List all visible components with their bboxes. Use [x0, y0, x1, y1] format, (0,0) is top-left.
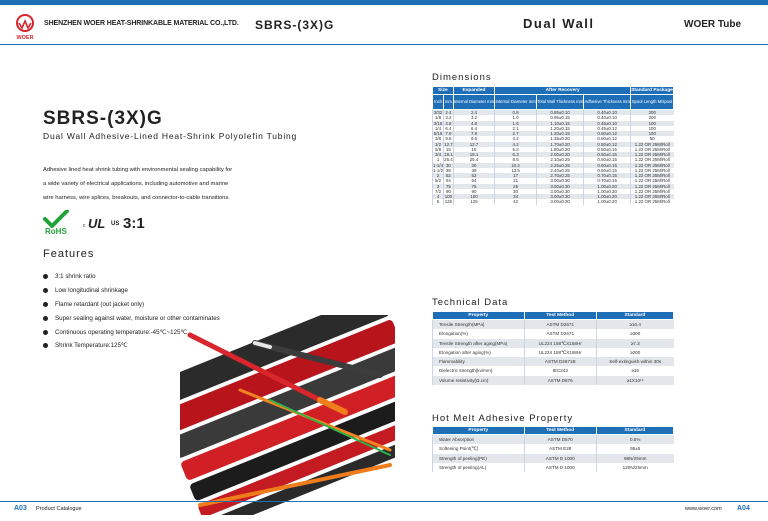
table-cell: 1-1/2 — [433, 167, 444, 173]
table-cell: 100 — [631, 121, 674, 126]
table-cell: 2.70±0.25 — [536, 173, 583, 178]
table-cell: 100 — [631, 126, 674, 131]
table-cell: 0.40±0.10 — [584, 115, 631, 120]
table-cell: 1.20±0.15 — [536, 131, 583, 136]
woer-logo-icon — [10, 13, 40, 41]
table-cell: 7.9 — [453, 131, 495, 136]
table-cell: 30 — [495, 189, 537, 194]
table-cell: 75 — [444, 184, 454, 189]
feature-item — [43, 284, 220, 298]
technical-title: Technical Data — [432, 297, 509, 308]
table-cell: 100 — [631, 131, 674, 136]
product-title: SBRS-(3X)G — [43, 108, 163, 129]
table-cell: 125 — [453, 199, 495, 204]
table-cell: ASTM D 1000 — [524, 454, 596, 463]
company-name: SHENZHEN WOER HEAT-SHRINKABLE MATERIAL CO.,LTD. — [44, 20, 239, 27]
table-cell: 3/16 — [433, 120, 443, 126]
table-cell: 6.4 — [453, 126, 495, 131]
table-cell: Flammability — [433, 357, 525, 366]
catalogue-label: Product Catalogue — [36, 506, 82, 512]
table-cell: 1.22 OR 25M/Roll — [631, 142, 674, 147]
table-cell: 17 — [495, 173, 537, 178]
table-cell: UL224 158℃X168Hr — [524, 348, 596, 357]
table-header: Property — [433, 427, 525, 435]
feature-text: Super sealing against water, moisture or other contaminates — [55, 314, 220, 322]
table-subheader: Spool Length M/spool — [631, 95, 674, 110]
table-cell: 1.22 OR 25M/Roll — [631, 147, 674, 152]
table-cell: 42 — [495, 199, 537, 204]
description-line: wire harness, wire splices, breakouts, and connector-to-cable transitions. — [43, 195, 230, 201]
table-cell: 1.70±0.20 — [536, 142, 583, 147]
table-cell: 25.4 — [444, 157, 453, 163]
table-cell: 100 — [444, 194, 453, 199]
table-subheader: Inch — [433, 95, 444, 110]
table-cell: 52 — [444, 173, 454, 178]
page-number-right: A04 — [737, 505, 750, 512]
table-cell: 3/4 — [433, 152, 444, 157]
table-cell: 15 — [444, 147, 454, 152]
table-row — [433, 435, 674, 445]
bullet-icon — [43, 316, 48, 321]
table-cell: 12.7 — [444, 141, 453, 147]
table-cell: 39 — [453, 168, 495, 173]
table-row — [433, 329, 674, 338]
table-cell: 4.2 — [495, 142, 537, 147]
table-header: Size — [433, 87, 454, 95]
table-cell: 0.60±0.15 — [584, 163, 631, 168]
table-cell: 4.8 — [453, 121, 495, 126]
table-cell: 98N/25mm — [596, 454, 673, 463]
certifications — [43, 210, 193, 240]
table-cell: 3.2 — [453, 115, 495, 120]
table-cell: ≥15 — [596, 366, 673, 375]
table-cell: 1.22 OR 25M/Roll — [631, 189, 674, 194]
table-cell: ASTM D2671 — [524, 329, 596, 338]
table-cell: 0.50±0.15 — [584, 147, 631, 152]
page-number-left: A03 — [14, 505, 27, 512]
table-cell: 3.00±0.30 — [536, 178, 583, 183]
table-cell: 3/8 — [433, 136, 444, 141]
table-cell: 1.80±0.20 — [536, 147, 583, 152]
table-cell: 25.4 — [453, 157, 495, 162]
table-cell: 2.40±0.25 — [536, 168, 583, 173]
table-cell: 0.45±0.12 — [584, 126, 631, 131]
table-cell: 0.85±0.10 — [536, 110, 583, 116]
table-cell: ASTM D2671 — [524, 320, 596, 330]
table-cell: 3.00±0.30 — [536, 199, 583, 204]
table-cell: ≥10.4 — [596, 320, 673, 330]
table-cell: 1.35±0.20 — [536, 136, 583, 141]
website-link[interactable]: www.woer.com — [685, 506, 722, 512]
table-cell: 7/2 — [433, 189, 444, 194]
table-subheader: Internal Diameter mm — [495, 95, 537, 110]
table-cell: Tensile Strength after aging(MPa) — [433, 339, 525, 348]
table-cell: 5/16 — [433, 131, 443, 136]
table-cell: 0.50±0.15 — [584, 157, 631, 162]
table-cell: 19.1 — [453, 152, 495, 157]
tubing-product-photo — [180, 315, 395, 515]
table-row — [433, 444, 674, 453]
dimensions-title: Dimensions — [432, 72, 492, 83]
table-header: Standard — [596, 427, 673, 435]
table-cell: 1.22 OR 25M/Roll — [631, 168, 674, 173]
table-cell: 0.40±0.10 — [584, 110, 631, 116]
header-model: SBRS-(3X)G — [255, 18, 335, 32]
table-cell: 5/8 — [433, 147, 444, 152]
table-cell: 5/2 — [433, 178, 444, 183]
table-cell: 0.60±0.15 — [584, 168, 631, 173]
table-cell: 1.0 — [495, 115, 537, 120]
table-cell: Elongation after aging(%) — [433, 348, 525, 357]
table-cell: 4.8 — [445, 120, 452, 126]
table-cell: 4 — [433, 194, 444, 199]
table-header: Standard — [596, 312, 673, 320]
table-cell: 2.25±0.25 — [536, 163, 583, 168]
table-cell: ASTM D 1000 — [524, 463, 596, 472]
table-cell: UL224 158℃X168Hr — [524, 339, 596, 348]
table-cell: 0.70±0.15 — [584, 173, 631, 178]
table-row — [433, 199, 674, 204]
feature-text: Continuous operating temperature:-45℃~125℃ — [55, 328, 188, 336]
table-cell: IEC243 — [524, 366, 596, 375]
table-row — [433, 320, 674, 330]
table-cell: Dielectric strength(kv/mm) — [433, 366, 525, 375]
table-cell: 21 — [495, 178, 537, 183]
table-row — [433, 348, 674, 357]
features-title: Features — [43, 248, 95, 260]
header-brand: WOER Tube — [684, 19, 742, 30]
table-cell: 2.1 — [495, 126, 537, 131]
table-cell: 200 — [631, 110, 674, 116]
table-cell: 7.9 — [445, 131, 452, 136]
logo-text: WOER — [16, 35, 34, 41]
table-header: Test Method — [524, 312, 596, 320]
table-subheader: Internal Diameter mm — [453, 95, 495, 110]
table-cell: 0.50±0.15 — [584, 152, 631, 157]
table-cell: 1.00±0.20 — [584, 184, 631, 189]
table-cell: 64 — [444, 178, 454, 183]
table-cell: 95±5 — [596, 444, 673, 453]
table-header: Standard Package — [631, 87, 673, 93]
table-cell: 10.2 — [495, 163, 537, 168]
table-subheader: Adhesive Thickness mm — [584, 95, 631, 110]
table-cell: 0.45±0.10 — [584, 121, 631, 126]
table-cell: 3.00±0.30 — [536, 189, 583, 194]
table-row — [433, 376, 674, 385]
table-cell: 1.22 OR 25M/Roll — [631, 157, 674, 162]
table-cell: ASTM D2671B — [524, 357, 596, 366]
table-cell: 1.10±0.15 — [536, 121, 583, 126]
table-cell: 3 — [433, 184, 444, 189]
bullet-icon — [43, 330, 48, 335]
table-cell: 3.00±0.30 — [536, 184, 583, 189]
table-cell: ASTM D876 — [524, 376, 596, 385]
table-cell: 0.50±0.12 — [584, 131, 631, 136]
table-cell: 15 — [453, 147, 495, 152]
table-cell: 2.00±0.20 — [536, 152, 583, 157]
product-subtitle: Dual Wall Adhesive-Lined Heat-Shrink Polyolefin Tubing — [43, 131, 298, 141]
description-line: a wide variety of electrical applications, including automotive and marine — [43, 181, 229, 187]
table-cell: 1/2 — [433, 142, 444, 147]
description-line: Adhesive lined heat shrink tubing with environmental sealing capability for — [43, 167, 233, 173]
table-header: Property — [433, 312, 525, 320]
feature-item — [43, 270, 220, 284]
table-cell: 0.50±0.12 — [584, 136, 631, 141]
table-cell: 1/8 — [433, 115, 444, 120]
hotmelt-table-body — [433, 435, 674, 473]
table-cell: 125 — [444, 199, 453, 205]
table-cell: 0.50±0.12 — [584, 142, 631, 147]
table-cell: 2.7 — [495, 131, 537, 136]
table-cell: 1.00±0.20 — [584, 194, 631, 199]
feature-text: Flame retardant (out jacket only) — [55, 300, 145, 308]
feature-text: Shrink Temperature:125℃ — [55, 342, 128, 350]
table-cell: Self-extinguish within 30s — [596, 357, 673, 366]
table-cell: Softening Point(℃) — [433, 444, 525, 453]
table-cell: ≥7.3 — [596, 339, 673, 348]
table-cell: 1.22 OR 25M/Roll — [631, 178, 674, 183]
technical-table — [432, 311, 674, 385]
table-cell: 25 — [495, 184, 537, 189]
table-cell: 2 — [433, 173, 444, 178]
header-section: Dual Wall — [523, 16, 595, 31]
table-cell: 1.22 OR 25M/Roll — [631, 199, 674, 204]
table-cell: 100 — [453, 194, 495, 199]
table-cell: 1.00±0.20 — [584, 199, 631, 204]
table-cell: 6.3 — [495, 152, 537, 157]
table-cell: Strength of peeling(PE) — [433, 454, 525, 463]
table-cell: 0.8 — [495, 110, 537, 116]
table-header: After Recovery — [495, 87, 631, 95]
table-cell: 50 — [631, 136, 674, 141]
table-cell: 1/4 — [433, 126, 444, 131]
table-row — [433, 339, 674, 348]
table-cell: 1.22 OR 25M/Roll — [631, 152, 674, 157]
feature-item — [43, 298, 220, 312]
table-cell: 0.5% — [596, 435, 673, 445]
table-cell: 12.7 — [453, 142, 495, 147]
table-header: Expanded — [453, 87, 495, 95]
table-row — [433, 357, 674, 366]
table-cell: 0.95±0.15 — [536, 115, 583, 120]
table-row — [433, 366, 674, 375]
table-cell: 1.22 OR 25M/Roll — [631, 163, 674, 168]
table-row — [433, 463, 674, 472]
dimensions-table — [432, 86, 674, 205]
technical-table-body — [433, 320, 674, 386]
bullet-icon — [43, 274, 48, 279]
table-cell: 3.00±0.30 — [536, 194, 583, 199]
table-cell: 1 — [433, 157, 444, 162]
table-subheader: mm — [444, 95, 454, 110]
table-cell: 90 — [453, 189, 495, 194]
table-cell: 64 — [453, 178, 495, 183]
table-cell: 1.20±0.15 — [536, 126, 583, 131]
table-row — [433, 454, 674, 463]
table-cell: ≥300 — [596, 329, 673, 338]
table-cell: 120N/25mm — [596, 463, 673, 472]
bullet-icon — [43, 343, 48, 348]
table-cell: 1.00±0.20 — [584, 189, 631, 194]
table-cell: 39 — [444, 168, 454, 173]
table-cell: 5.2 — [495, 147, 537, 152]
table-cell: 8.5 — [495, 157, 537, 162]
table-cell: 9.5 — [453, 136, 495, 141]
ul-us-mark: US — [111, 221, 120, 227]
table-cell: 90 — [444, 189, 454, 194]
table-cell: 30 — [453, 163, 495, 168]
table-cell: 75 — [453, 184, 495, 189]
dimensions-table-body — [433, 110, 674, 205]
table-cell: ASTM D570 — [524, 435, 596, 445]
rohs-label: RoHS — [45, 227, 67, 236]
table-cell: 3.2 — [445, 115, 452, 121]
table-subheader: Total Wall Thickness mm — [536, 95, 583, 110]
product-description — [43, 163, 313, 205]
table-cell: 1.22 OR 25M/Roll — [631, 173, 674, 178]
hotmelt-table — [432, 426, 674, 472]
table-cell: Tensile Strength(MPa) — [433, 320, 525, 330]
table-cell: 2.4 — [453, 110, 495, 116]
table-cell: 3/32 — [433, 110, 443, 115]
table-cell: 200 — [631, 115, 674, 120]
shrink-ratio: 3:1 — [123, 215, 145, 232]
footer-divider — [0, 501, 768, 502]
feature-text: 3:1 shrink ratio — [55, 273, 96, 281]
ul-c-mark: c — [83, 223, 86, 229]
table-cell: Volume resistivity(Ω.cm) — [433, 376, 525, 385]
table-cell: Elongation(%) — [433, 329, 525, 338]
table-cell: 34 — [495, 194, 537, 199]
table-cell: 3.2 — [495, 136, 537, 141]
table-cell: ASTM E28 — [524, 444, 596, 453]
hotmelt-title: Hot Melt Adhesive Property — [432, 413, 574, 424]
bullet-icon — [43, 288, 48, 293]
table-cell: Water Absorption — [433, 435, 525, 445]
table-cell: 52 — [453, 173, 495, 178]
table-cell: 2.4 — [445, 110, 452, 115]
table-cell: 19.1 — [444, 152, 453, 157]
table-header: Test Method — [524, 427, 596, 435]
bullet-icon — [43, 302, 48, 307]
table-cell: 1.22 OR 25M/Roll — [631, 194, 674, 199]
table-cell: 5 — [433, 199, 444, 204]
table-cell: Strength of peeling(AL) — [433, 463, 525, 472]
rohs-check-icon — [43, 210, 69, 228]
table-cell: ≥1X10¹⁴ — [596, 376, 673, 385]
table-cell: 13.5 — [495, 168, 537, 173]
table-cell: 9.5 — [445, 136, 452, 142]
table-cell: 2.10±0.25 — [536, 157, 583, 162]
table-cell: 1.22 OR 25M/Roll — [631, 184, 674, 189]
ul-mark-icon: UL — [88, 216, 106, 231]
page-header — [0, 5, 768, 45]
table-cell: ≥200 — [596, 348, 673, 357]
table-cell: 0.70±0.15 — [584, 178, 631, 183]
table-cell: 1-1/4 — [433, 162, 444, 168]
table-cell: 6.4 — [445, 125, 452, 131]
table-cell: 1.6 — [495, 121, 537, 126]
feature-text: Low longitudinal shrinkage — [55, 287, 128, 295]
table-cell: 30 — [444, 163, 454, 168]
